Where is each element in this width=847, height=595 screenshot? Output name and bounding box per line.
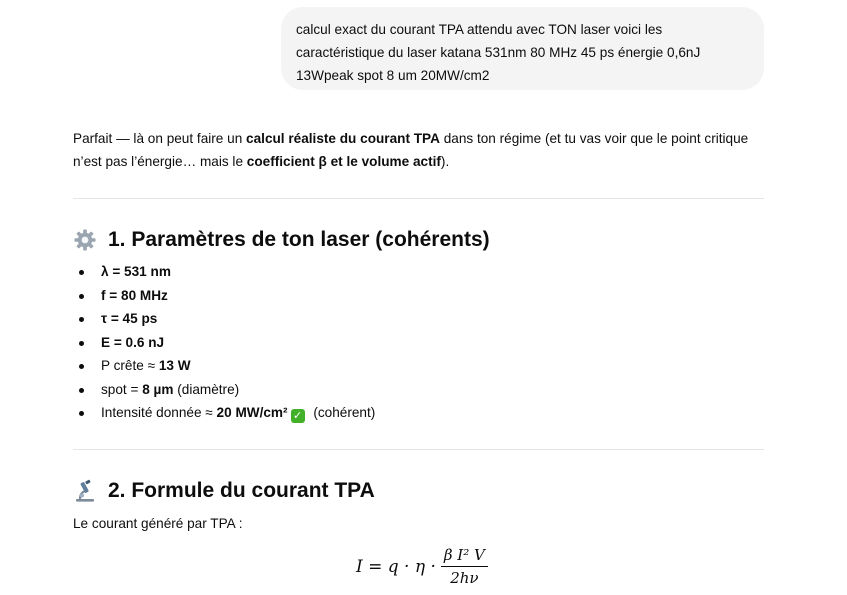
- param-value: τ = 45 ps: [101, 311, 158, 326]
- check-icon: ✓: [291, 409, 305, 423]
- divider: [73, 449, 764, 450]
- divider: [73, 198, 764, 199]
- param-value: 13 W: [158, 358, 191, 373]
- intro-paragraph: [73, 127, 764, 173]
- intro-text: Parfait — là on peut faire un: [73, 131, 247, 146]
- user-message-bubble: [281, 7, 764, 90]
- intro-text: dans ton régime (et tu vas voir que le point critique n’est pas l’énergie… mais le: [73, 131, 749, 169]
- param-item: [73, 260, 375, 284]
- param-prefix: Intensité donnée ≈: [101, 405, 217, 420]
- laser-params-list: [73, 260, 375, 425]
- param-item: [73, 307, 375, 331]
- intro-bold: calcul réaliste du courant TPA: [246, 131, 440, 146]
- param-value: 20 MW/cm²: [216, 405, 288, 420]
- param-item: [73, 331, 375, 355]
- section-heading-formula: [73, 477, 375, 505]
- section-title: 1. Paramètres de ton laser (cohérents): [108, 228, 490, 251]
- param-suffix: (cohérent): [309, 405, 376, 420]
- user-message-line: 13Wpeak spot 8 um 20MW/cm2: [296, 68, 490, 83]
- section-title: 2. Formule du courant TPA: [108, 479, 375, 502]
- param-value: λ = 531 nm: [101, 264, 171, 279]
- user-message-line: calcul exact du courant TPA attendu avec TON laser voici les: [296, 22, 663, 37]
- param-item: [73, 401, 375, 425]
- param-prefix: P crête ≈: [101, 358, 159, 373]
- formula-denominator: 2hν: [450, 569, 479, 587]
- section-heading-laser-params: [73, 226, 490, 254]
- intro-bold: coefficient β et le volume actif: [246, 154, 441, 169]
- param-value: f = 80 MHz: [101, 287, 168, 303]
- param-suffix: (diamètre): [173, 381, 240, 397]
- user-message-line: caractéristique du laser katana 531nm 80 MHz 45 ps énergie 0,6nJ: [296, 45, 701, 60]
- gear-icon: [73, 228, 97, 252]
- tpa-current-formula: [356, 546, 488, 587]
- param-item: [73, 354, 375, 378]
- param-item: [73, 378, 375, 402]
- param-prefix: spot =: [101, 381, 143, 397]
- param-value: 8 µm: [142, 381, 174, 397]
- microscope-icon: [73, 479, 97, 503]
- param-value: E = 0.6 nJ: [101, 334, 165, 350]
- formula-fraction: [441, 546, 488, 587]
- param-item: [73, 284, 375, 308]
- intro-text: ).: [440, 154, 450, 169]
- formula-lhs: I = q · η ·: [356, 556, 436, 577]
- formula-intro-text: Le courant généré par TPA :: [73, 516, 243, 531]
- formula-numerator: β I² V: [441, 546, 488, 567]
